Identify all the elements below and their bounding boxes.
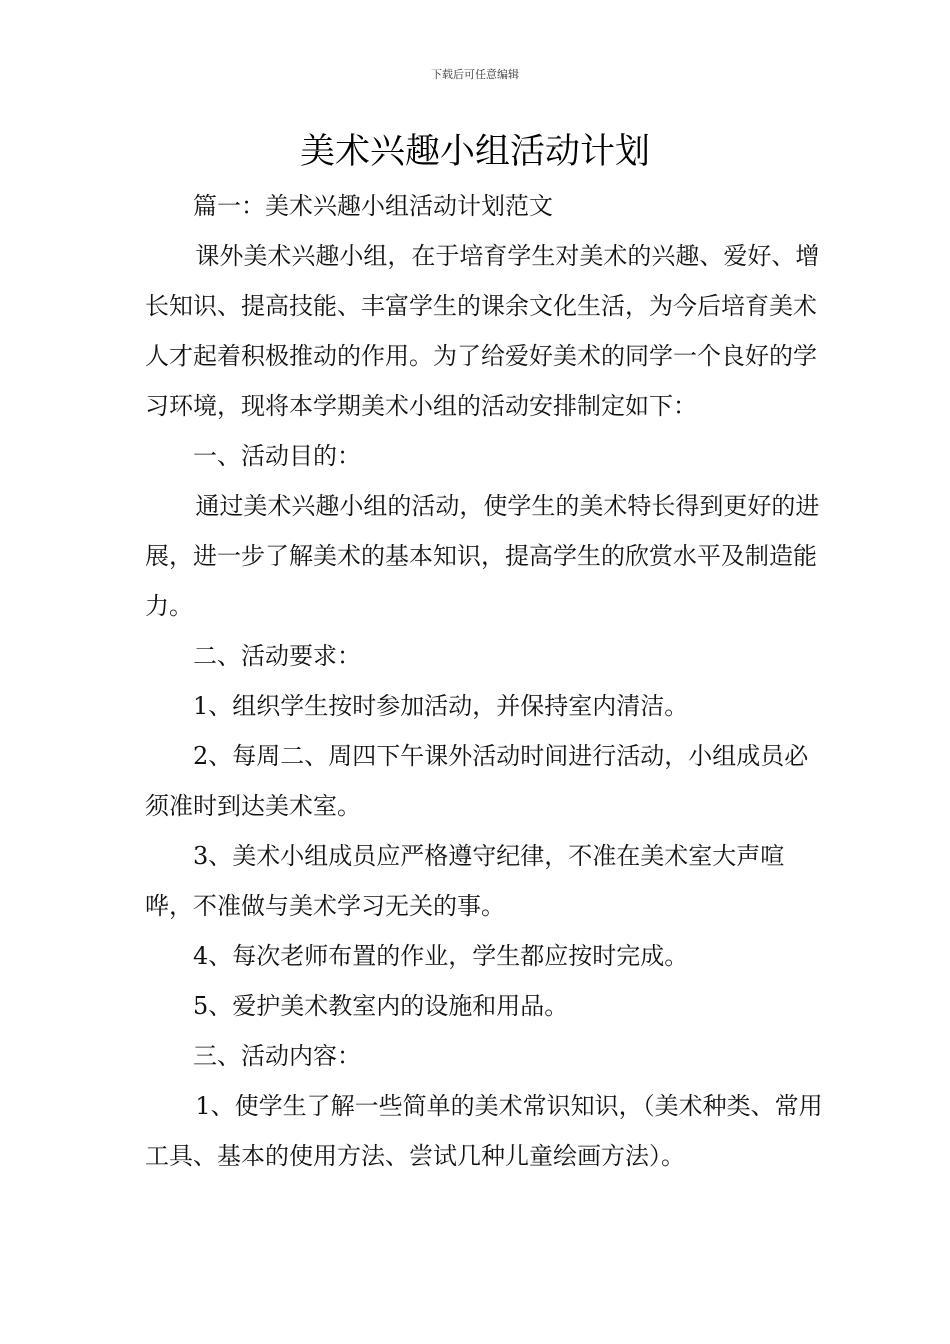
requirement-item-3: 3、美术小组成员应严格遵守纪律，不准在美术室大声喧哗，不准做与美术学习无关的事。 <box>145 842 785 920</box>
requirement-item-4: 4、每次老师布置的作业，学生都应按时完成。 <box>193 942 689 970</box>
section-heading-requirements: 二、活动要求： <box>193 642 361 670</box>
requirement-item-5: 5、爱护美术教室内的设施和用品。 <box>193 992 569 1020</box>
requirement-item-1: 1、组织学生按时参加活动，并保持室内清洁。 <box>193 692 689 720</box>
document-body <box>145 181 825 1181</box>
document-title: 美术兴趣小组活动计划 <box>299 132 650 172</box>
requirement-item-2: 2、每周二、周四下午课外活动时间进行活动，小组成员必须准时到达美术室。 <box>145 742 809 820</box>
section-subtitle: 篇一：美术兴趣小组活动计划范文 <box>193 192 553 220</box>
section-heading-purpose: 一、活动目的： <box>193 442 361 470</box>
intro-paragraph: 课外美术兴趣小组，在于培育学生对美术的兴趣、爱好、增长知识、提高技能、丰富学生的课余文化生活，为今后培育美术人才起着积极推动的作用。为了给爱好美术的同学一个良好的学习环境，现将本学期美术小组的活动安排制定如下： <box>145 242 820 420</box>
content-item-1: 1、使学生了解一些简单的美术常识知识，（美术种类、常用工具、基本的使用方法、尝试几种儿童绘画方法）。 <box>145 1092 823 1170</box>
purpose-paragraph: 通过美术兴趣小组的活动，使学生的美术特长得到更好的进展，进一步了解美术的基本知识，提高学生的欣赏水平及制造能力。 <box>145 492 820 620</box>
page-header-note: 下载后可任意编辑 <box>431 68 519 81</box>
section-heading-content: 三、活动内容： <box>193 1042 361 1070</box>
